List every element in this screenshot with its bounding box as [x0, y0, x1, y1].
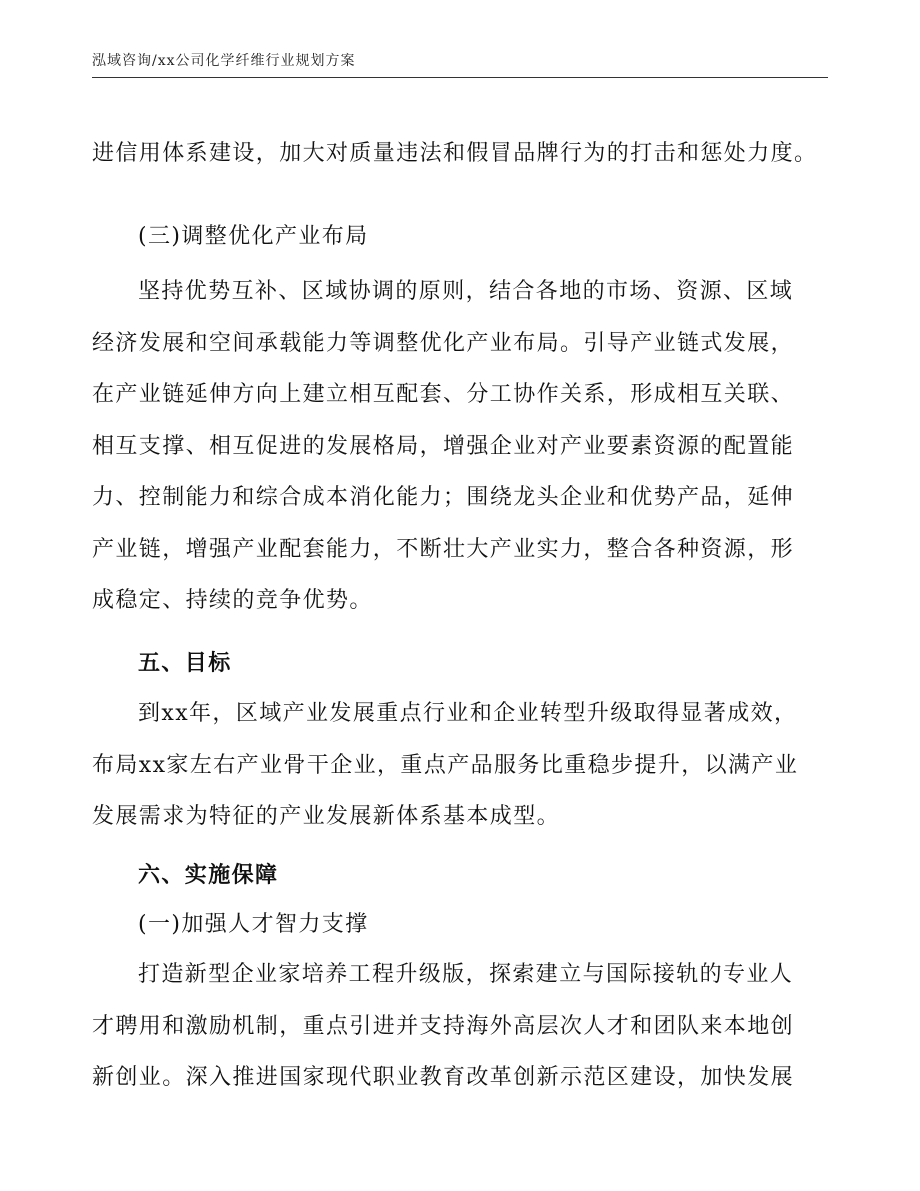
- body-line: 到xx年，区域产业发展重点行业和企业转型升级取得显著成效，: [138, 701, 798, 726]
- body-line: 成稳定、持续的竞争优势。: [92, 588, 373, 613]
- body-line: 在产业链延伸方向上建立相互配套、分工协作关系，形成相互关联、: [92, 382, 795, 407]
- section-heading: (一)加强人才智力支撑: [138, 912, 369, 937]
- body-line: 经济发展和空间承载能力等调整优化产业布局。引导产业链式发展，: [92, 331, 795, 356]
- body-line: 发展需求为特征的产业发展新体系基本成型。: [92, 804, 561, 829]
- body-line: 相互支撑、相互促进的发展格局，增强企业对产业要素资源的配置能: [92, 434, 795, 459]
- section-heading: (三)调整优化产业布局: [138, 224, 369, 249]
- body-line: 才聘用和激励机制，重点引进并支持海外高层次人才和团队来本地创: [92, 1014, 795, 1039]
- chapter-heading: 六、实施保障: [138, 862, 279, 888]
- body-line: 力、控制能力和综合成本消化能力；围绕龙头企业和优势产品，延伸: [92, 485, 795, 510]
- body-line: 新创业。深入推进国家现代职业教育改革创新示范区建设，加快发展: [92, 1065, 795, 1090]
- chapter-heading: 五、目标: [138, 650, 232, 676]
- body-line: 布局xx家左右产业骨干企业，重点产品服务比重稳步提升，以满产业: [92, 753, 799, 778]
- body-line: 产业链，增强产业配套能力，不断壮大产业实力，整合各种资源，形: [92, 537, 795, 562]
- header-rule: [92, 77, 828, 78]
- body-line: 打造新型企业家培养工程升级版，探索建立与国际接轨的专业人: [138, 962, 794, 987]
- body-line: 进信用体系建设，加大对质量违法和假冒品牌行为的打击和惩处力度。: [92, 141, 818, 166]
- body-line: 坚持优势互补、区域协调的原则，结合各地的市场、资源、区域: [138, 279, 794, 304]
- page-header: 泓域咨询/xx公司化学纤维行业规划方案: [92, 53, 356, 69]
